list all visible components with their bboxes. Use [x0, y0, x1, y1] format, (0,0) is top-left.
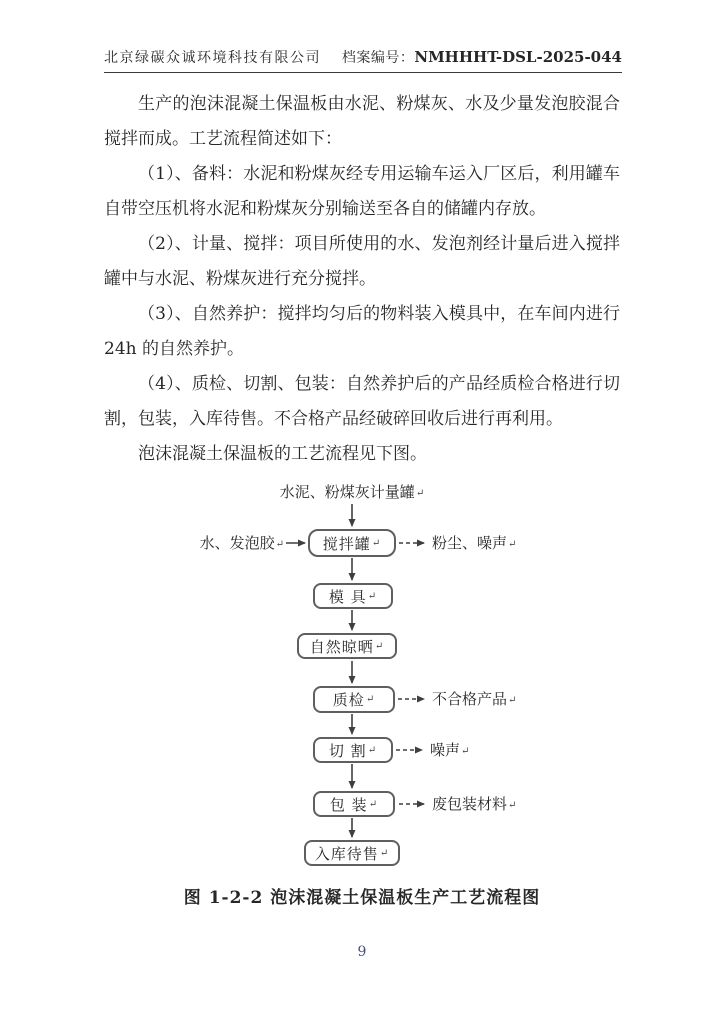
- paragraph-mark-icon: ↵: [461, 746, 470, 757]
- flow-label-waste-packaging-text: 废包装材料: [432, 795, 508, 813]
- paragraph-intro: 生产的泡沫混凝土保温板由水泥、粉煤灰、水及少量发泡胶混合搅拌而成。工艺流程简述如下：: [104, 94, 620, 149]
- flow-box-packing: [313, 791, 395, 817]
- paragraph-mark-icon: ↵: [275, 539, 284, 550]
- flow-label-noise-text: 噪声: [430, 741, 461, 759]
- flow-label-waste-packaging: [432, 795, 516, 815]
- paragraph-mark-icon: ↵: [367, 744, 378, 756]
- paragraph-mark-icon: ↵: [368, 798, 379, 810]
- paragraph-mark-icon: ↵: [508, 539, 517, 550]
- flow-box-mixing-tank-label: 搅拌罐: [322, 534, 371, 553]
- flow-label-metering-tank: [280, 483, 424, 503]
- flow-box-natural-drying-label: 自然晾晒: [309, 637, 374, 656]
- flow-box-packing-label: 包 装: [329, 795, 368, 814]
- flow-box-cutting-label: 切 割: [328, 741, 367, 760]
- page-header: [104, 47, 622, 73]
- paragraph-step3: （3）、自然养护：搅拌均匀后的物料装入模具中，在车间内进行 24h 的自然养护。: [104, 304, 620, 359]
- paragraph-step1: （1）、备料：水泥和粉煤灰经专用运输车运入厂区后，利用罐车自带空压机将水泥和粉煤灰分别输送至各自的储罐内存放。: [104, 164, 620, 219]
- paragraph-mark-icon: ↵: [367, 590, 378, 602]
- flow-box-mixing-tank: [308, 529, 396, 557]
- paragraph-mark-icon: ↵: [374, 640, 385, 652]
- paragraph-mark-icon: ↵: [371, 537, 382, 549]
- process-flowchart: [0, 480, 724, 880]
- paragraph-mark-icon: ↵: [379, 847, 390, 859]
- paragraph-step4: （4）、质检、切割、包装：自然养护后的产品经质检合格进行切割，包装，入库待售。不合格产品经破碎回收后进行再利用。: [104, 374, 620, 429]
- paragraph-step2: （2）、计量、搅拌：项目所使用的水、发泡剂经计量后进入搅拌罐中与水泥、粉煤灰进行充分搅拌。: [104, 234, 620, 289]
- paragraph-mark-icon: ↵: [508, 695, 517, 706]
- page-number: 9: [357, 944, 367, 960]
- flow-label-dust-noise-text: 粉尘、噪声: [432, 534, 508, 552]
- flow-label-water-foaming-agent: [200, 534, 284, 554]
- flow-box-storage-for-sale-label: 入库待售: [314, 844, 379, 863]
- company-name: 北京绿碳众诚环境科技有限公司: [104, 50, 321, 66]
- flow-label-water-foaming-agent-text: 水、发泡胶: [199, 534, 275, 552]
- flow-label-dust-noise: [432, 534, 516, 554]
- flow-box-quality-inspection: [313, 686, 395, 713]
- body-text: [104, 87, 620, 472]
- flow-label-rejected-products-text: 不合格产品: [432, 690, 508, 708]
- flow-box-storage-for-sale: [304, 840, 400, 866]
- paragraph-mark-icon: ↵: [415, 488, 425, 499]
- archive-number-value: NMHHHT-DSL-2025-044: [414, 48, 622, 66]
- paragraph-mark-icon: ↵: [365, 694, 376, 705]
- flow-box-mold-label: 模 具: [328, 587, 367, 606]
- flow-box-mold: [313, 583, 393, 609]
- figure-caption: 图 1-2-2 泡沫混凝土保温板生产工艺流程图: [183, 888, 541, 908]
- paragraph-figure-ref: 泡沫混凝土保温板的工艺流程见下图。: [138, 444, 427, 464]
- flow-box-cutting: [313, 737, 393, 763]
- archive-number-label: 档案编号：: [341, 50, 415, 66]
- archive-number: [342, 47, 622, 67]
- flow-label-rejected-products: [432, 690, 516, 710]
- flow-box-quality-inspection-label: 质检: [332, 691, 365, 709]
- flow-label-metering-tank-text: 水泥、粉煤灰计量罐: [279, 483, 415, 501]
- flow-box-natural-drying: [297, 633, 397, 659]
- flow-label-noise: [430, 741, 469, 761]
- paragraph-mark-icon: ↵: [508, 800, 517, 811]
